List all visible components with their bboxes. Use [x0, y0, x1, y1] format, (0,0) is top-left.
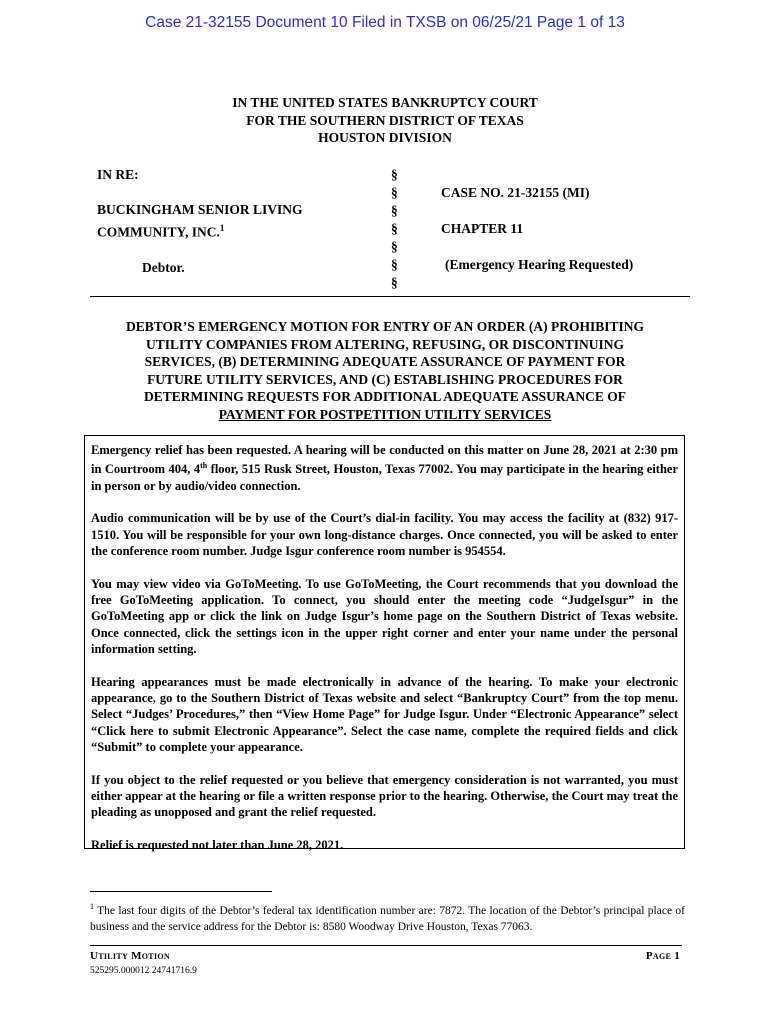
notice-paragraph: Hearing appearances must be made electronically in advance of the hearing. To make your electronic appearance, go to the Southern District of Texas website and select “Bankruptcy Court” from the top menu. Select “Judges’ Procedures,” then “View Home Page” for Judge Isgur. Under “Electronic Appearance” select “Click here to submit Electronic Appearance”. Select the case name, complete the required fields and click “Submit” to complete your appearance.	[91, 674, 678, 755]
section-symbol: §	[391, 221, 398, 236]
filing-stamp: Case 21-32155 Document 10 Filed in TXSB on 06/25/21 Page 1 of 13	[145, 14, 625, 31]
case-number: CASE NO. 21-32155 (MI)	[441, 185, 590, 200]
court-heading-line: HOUSTON DIVISION	[318, 130, 452, 145]
motion-title-line: DEBTOR’S EMERGENCY MOTION FOR ENTRY OF AN ORDER (A) PROHIBITING	[126, 319, 644, 334]
section-symbol-column	[391, 166, 398, 292]
footer-title: Utility Motion	[90, 950, 170, 962]
debtor-label: Debtor.	[142, 259, 185, 275]
debtor-name-line: BUCKINGHAM SENIOR LIVING	[97, 202, 303, 217]
hearing-request: (Emergency Hearing Requested)	[445, 257, 634, 272]
motion-title-line: UTILITY COMPANIES FROM ALTERING, REFUSING, OR DISCONTINUING	[145, 336, 625, 352]
notice-paragraph: Emergency relief has been requested. A hearing will be conducted on this matter on June 28, 2021 at 2:30 pm in Courtroom 404, 4th floor, 515 Rusk Street, Houston, Texas 77002. You may participate in the hearing either in person or by audio/video connection.	[91, 443, 678, 493]
debtor-name-line: COMMUNITY, INC.$^1$	[97, 223, 225, 240]
motion-title-line: DETERMINING REQUESTS FOR ADDITIONAL ADEQUATE ASSURANCE OF	[143, 389, 627, 404]
court-heading-line: FOR THE SOUTHERN DISTRICT OF TEXAS	[246, 112, 524, 128]
motion-title-line: SERVICES, (B) DETERMINING ADEQUATE ASSURANCE OF PAYMENT FOR	[144, 354, 626, 369]
section-symbol: §	[391, 239, 398, 254]
in-re-label: IN RE:	[97, 167, 139, 182]
footer-divider	[90, 945, 682, 946]
section-symbol: §	[391, 185, 398, 200]
page-number: Page 1	[645, 950, 680, 962]
caption-divider	[90, 296, 690, 297]
section-symbol: §	[391, 275, 398, 290]
emergency-notice-box	[84, 435, 685, 852]
document-id: 525295.000012 24741716.9	[90, 966, 197, 976]
footnote: $^1$ The last four digits of the Debtor’s federal tax identification number are: 7872. The location of the Debtor’s principal place of business and the service address for the Debtor is: 8580 Woodway Drive Houston, Texas 77063.	[90, 902, 685, 933]
section-symbol: §	[391, 257, 398, 272]
court-heading-line: IN THE UNITED STATES BANKRUPTCY COURT	[232, 95, 538, 110]
notice-paragraph: Relief is requested not later than June 28, 2021.	[91, 837, 344, 852]
caption-case-info	[441, 184, 633, 274]
caption-parties	[97, 166, 303, 277]
motion-title-line: FUTURE UTILITY SERVICES, AND (C) ESTABLISHING PROCEDURES FOR	[147, 371, 623, 387]
notice-paragraph: Audio communication will be by use of the Court’s dial-in facility. You may access the facility at (832) 917-1510. You will be responsible for your own long-distance charges. Once connected, you will be asked to enter the conference room number. Judge Isgur conference room number is 954554.	[91, 511, 678, 559]
section-symbol: §	[391, 167, 398, 182]
footnote-divider	[90, 891, 272, 892]
motion-title	[80, 318, 690, 423]
notice-paragraph: If you object to the relief requested or you believe that emergency consideration is not warranted, you must either appear at the hearing or file a written response prior to the hearing. Otherwise, the Court may treat the pleading as unopposed and grant the relief requested.	[91, 772, 678, 820]
footnote-reference: 1	[219, 223, 225, 233]
chapter: CHAPTER 11	[441, 221, 524, 236]
court-heading	[0, 94, 770, 147]
section-symbol: §	[391, 203, 398, 218]
notice-paragraph: You may view video via GoToMeeting. To use GoToMeeting, the Court recommends that you download the free GoToMeeting application. To connect, you should enter the meeting code “JudgeIsgur” in the GoToMeeting app or click the link on Judge Isgur’s home page on the Southern District of Texas website. Once connected, click the settings icon in the upper right corner and enter your name under the personal information setting.	[91, 576, 678, 657]
motion-title-line: PAYMENT FOR POSTPETITION UTILITY SERVICES	[218, 406, 552, 422]
